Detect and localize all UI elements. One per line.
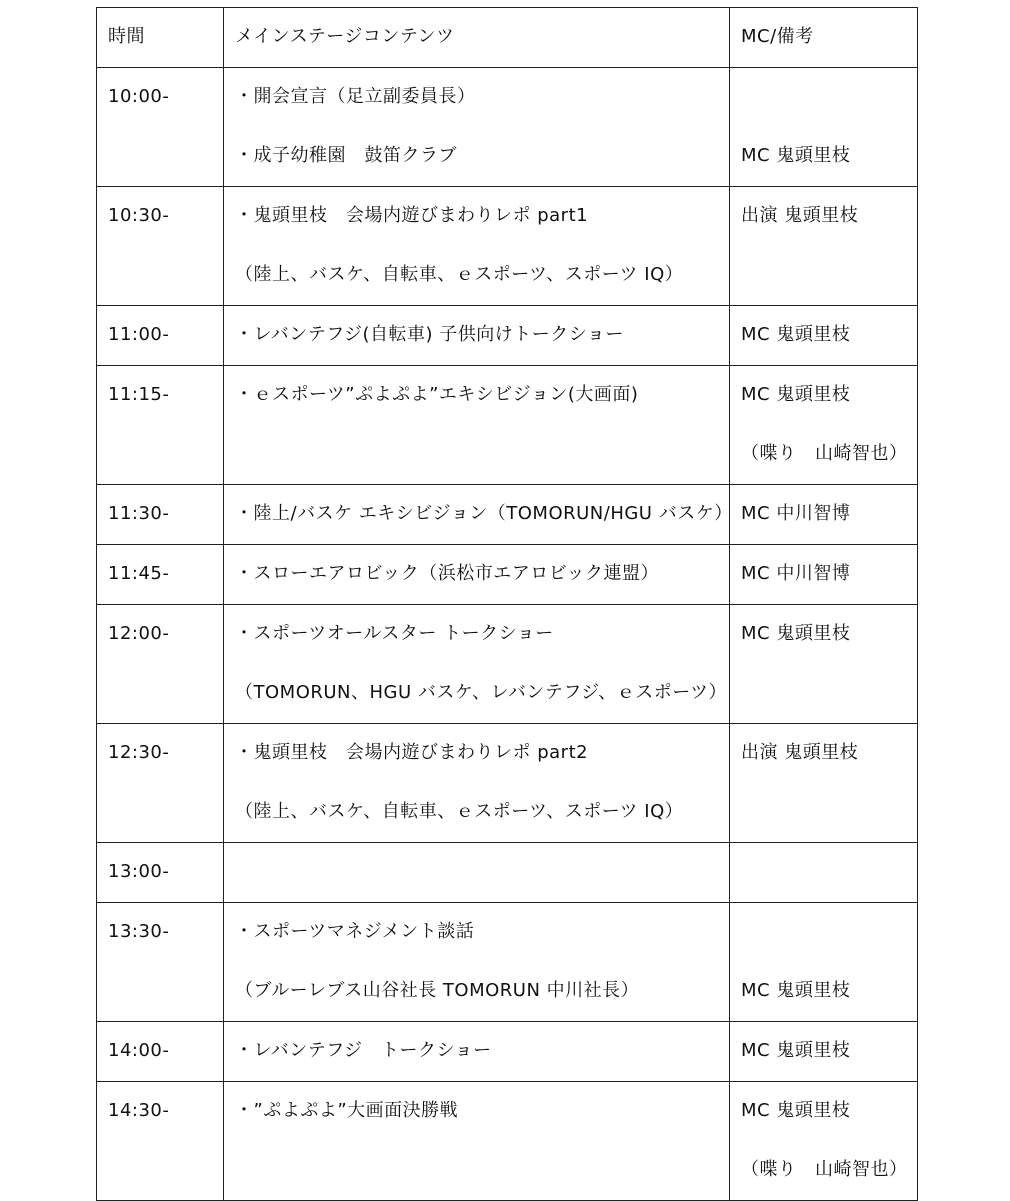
table-row [97, 306, 918, 366]
table-row [97, 366, 918, 485]
content-text: ・開会宣言（足立副委員長） [235, 86, 476, 107]
content-text: ・鬼頭里枝 会場内遊びまわりレポ part2 [235, 742, 589, 763]
content-text: ・レバンテフジ トークショー [235, 1040, 492, 1061]
header-content-cell [224, 8, 730, 68]
mc-text: 出演 鬼頭里枝 [741, 742, 859, 763]
mc-cell [730, 724, 918, 843]
time-text: 11:45- [108, 563, 170, 584]
header-time-cell [97, 8, 224, 68]
content-text: ・陸上/バスケ エキシビジョン（TOMORUN/HGU バスケ） [235, 503, 733, 524]
content-text: ・成子幼稚園 鼓笛クラブ [235, 145, 457, 166]
schedule-sheet [96, 7, 917, 1201]
mc-cell [730, 843, 918, 903]
time-cell [97, 903, 224, 1022]
content-text: ・ｅスポーツ”ぷよぷよ”エキシビジョン(大画面) [235, 384, 639, 405]
table-row [97, 605, 918, 724]
mc-text: MC 鬼頭里枝 [741, 623, 851, 644]
mc-text: MC 鬼頭里枝 [741, 384, 851, 405]
mc-text: MC 中川智博 [741, 563, 851, 584]
mc-text: MC 鬼頭里枝 [741, 980, 851, 1001]
mc-text: MC 中川智博 [741, 503, 851, 524]
content-cell [224, 187, 730, 306]
time-cell [97, 366, 224, 485]
mc-cell [730, 903, 918, 1022]
content-cell [224, 903, 730, 1022]
table-row [97, 724, 918, 843]
mc-cell [730, 485, 918, 545]
time-cell [97, 306, 224, 366]
mc-cell [730, 366, 918, 485]
table-row [97, 903, 918, 1022]
schedule-body [97, 8, 918, 1201]
content-text: ・スポーツオールスター トークショー [235, 623, 554, 644]
time-text: 11:00- [108, 324, 170, 345]
time-text: 12:30- [108, 742, 170, 763]
header-mc: MC/備考 [741, 26, 814, 47]
header-content: メインステージコンテンツ [235, 26, 455, 47]
time-cell [97, 1082, 224, 1201]
mc-text: MC 鬼頭里枝 [741, 145, 851, 166]
content-text: ・スポーツマネジメント談話 [235, 921, 475, 942]
content-text: （陸上、バスケ、自転車、ｅスポーツ、スポーツ IQ） [235, 264, 684, 285]
mc-cell [730, 306, 918, 366]
content-cell [224, 1082, 730, 1201]
mc-text: MC 鬼頭里枝 [741, 1100, 851, 1121]
time-text: 10:00- [108, 86, 170, 107]
content-text: ・”ぷよぷよ”大画面決勝戦 [235, 1100, 459, 1121]
table-row [97, 1082, 918, 1201]
time-text: 10:30- [108, 205, 170, 226]
content-text: （TOMORUN、HGU バスケ、レバンテフジ、ｅスポーツ） [235, 682, 727, 703]
content-cell [224, 1022, 730, 1082]
mc-cell [730, 1082, 918, 1201]
content-cell [224, 843, 730, 903]
content-cell [224, 366, 730, 485]
time-cell [97, 843, 224, 903]
content-text: （陸上、バスケ、自転車、ｅスポーツ、スポーツ IQ） [235, 801, 684, 822]
time-text: 14:00- [108, 1040, 170, 1061]
table-row [97, 485, 918, 545]
mc-text: MC 鬼頭里枝 [741, 324, 851, 345]
time-cell [97, 68, 224, 187]
mc-cell [730, 605, 918, 724]
time-cell [97, 1022, 224, 1082]
content-cell [224, 485, 733, 545]
table-row [97, 187, 918, 306]
time-text: 13:30- [108, 921, 170, 942]
content-text: ・スローエアロビック（浜松市エアロビック連盟） [235, 563, 660, 584]
table-row [97, 68, 918, 187]
content-text: ・鬼頭里枝 会場内遊びまわりレポ part1 [235, 205, 589, 226]
time-text: 13:00- [108, 861, 170, 882]
content-cell [224, 68, 730, 187]
header-mc-cell [730, 8, 918, 68]
mc-text: 出演 鬼頭里枝 [741, 205, 859, 226]
header-time: 時間 [108, 26, 145, 47]
time-cell [97, 724, 224, 843]
time-cell [97, 545, 224, 605]
time-text: 11:30- [108, 503, 170, 524]
time-cell [97, 605, 224, 724]
content-cell [224, 306, 730, 366]
table-row [97, 1022, 918, 1082]
table-row [97, 843, 918, 903]
time-text: 14:30- [108, 1100, 170, 1121]
time-text: 12:00- [108, 623, 170, 644]
mc-cell [730, 1022, 918, 1082]
mc-cell [730, 545, 918, 605]
time-cell [97, 187, 224, 306]
content-cell [224, 724, 730, 843]
mc-text: MC 鬼頭里枝 [741, 1040, 851, 1061]
time-cell [97, 485, 224, 545]
table-row [97, 545, 918, 605]
mc-text: （喋り 山崎智也） [741, 1159, 908, 1180]
mc-cell [730, 68, 918, 187]
content-cell [224, 545, 730, 605]
time-text: 11:15- [108, 384, 170, 405]
header-row [97, 8, 918, 68]
content-text: （ブルーレブス山谷社長 TOMORUN 中川社長） [235, 980, 640, 1001]
content-text: ・レバンテフジ(自転車) 子供向けトークショー [235, 324, 624, 345]
content-cell [224, 605, 730, 724]
stage-schedule-table [96, 7, 918, 1201]
mc-text: （喋り 山崎智也） [741, 443, 908, 464]
mc-cell [730, 187, 918, 306]
